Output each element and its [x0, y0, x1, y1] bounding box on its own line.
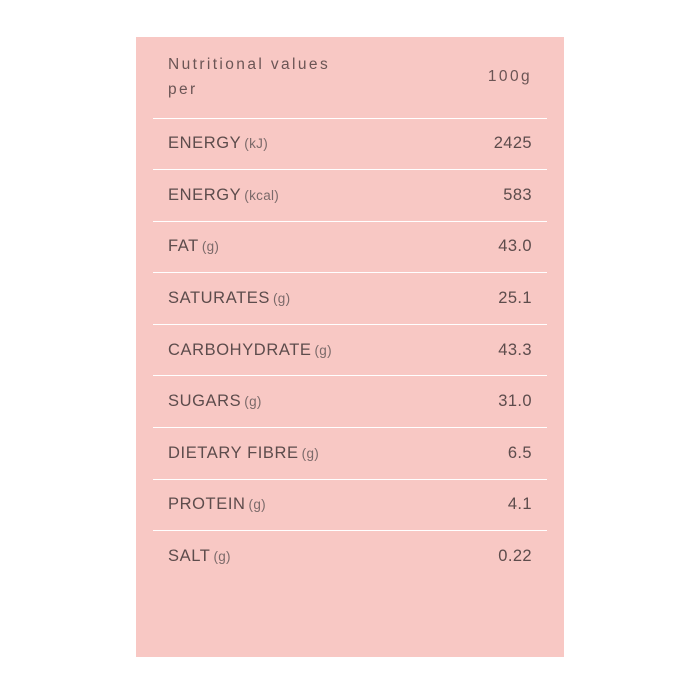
nutrient-unit: (g): [213, 549, 231, 565]
nutrient-unit: (g): [301, 445, 320, 461]
nutrient-value: 0.22: [498, 547, 532, 566]
table-row: [153, 221, 547, 273]
nutrient-unit: (g): [314, 342, 332, 358]
nutrient-name: SALT: [168, 547, 211, 566]
table-row: [153, 479, 547, 531]
nutrient-unit: (g): [244, 394, 262, 410]
nutrient-name: DIETARY FIBRE: [168, 443, 299, 462]
nutrient-name: ENERGY: [168, 134, 242, 153]
nutrient-unit: (kcal): [244, 187, 280, 203]
nutrition-table-header-row: [153, 37, 547, 118]
nutrient-label-cell: [153, 118, 350, 170]
nutrient-value: 43.3: [498, 340, 532, 359]
nutrient-value-cell: [350, 118, 547, 170]
nutrition-panel: [136, 37, 564, 657]
nutrient-value-cell: [350, 428, 547, 480]
header-title: Nutritional values per: [168, 56, 331, 99]
header-value-cell: [350, 37, 547, 118]
nutrient-value: 4.1: [507, 495, 532, 514]
nutrient-value-cell: [350, 170, 547, 222]
nutrient-value-cell: [350, 376, 547, 428]
nutrient-label-cell: [153, 428, 350, 480]
nutrient-label-cell: [153, 531, 350, 583]
table-row: [153, 170, 547, 222]
nutrient-value: 43.0: [498, 237, 532, 256]
nutrient-unit: (g): [201, 239, 220, 255]
nutrient-name: ENERGY: [168, 185, 242, 204]
nutrient-value: 583: [503, 185, 532, 204]
table-row: [153, 324, 547, 376]
nutrient-name: SATURATES: [168, 289, 270, 308]
nutrient-value-cell: [350, 479, 547, 531]
nutrient-name: CARBOHYDRATE: [168, 340, 312, 359]
nutrient-label-cell: [153, 273, 350, 325]
nutrient-unit: (kJ): [244, 136, 268, 152]
table-row: [153, 428, 547, 480]
table-row: [153, 531, 547, 583]
nutrient-label-cell: [153, 376, 350, 428]
nutrient-name: SUGARS: [168, 392, 242, 411]
nutrient-label-cell: [153, 479, 350, 531]
nutrient-value: 2425: [493, 134, 532, 153]
nutrient-value-cell: [350, 221, 547, 273]
table-row: [153, 118, 547, 170]
nutrient-name: FAT: [168, 237, 199, 256]
nutrient-label-cell: [153, 324, 350, 376]
nutrient-name: PROTEIN: [168, 495, 246, 514]
header-title-cell: [153, 37, 350, 118]
nutrient-value-cell: [350, 531, 547, 583]
nutrient-value-cell: [350, 273, 547, 325]
nutrient-label-cell: [153, 221, 350, 273]
nutrient-unit: (g): [272, 291, 291, 307]
table-row: [153, 376, 547, 428]
nutrient-value: 6.5: [507, 443, 532, 462]
nutrient-value-cell: [350, 324, 547, 376]
nutrient-value: 25.1: [498, 289, 532, 308]
nutrient-label-cell: [153, 170, 350, 222]
nutrition-table-body: [153, 37, 547, 582]
nutrient-value: 31.0: [498, 392, 532, 411]
nutrient-unit: (g): [248, 497, 266, 513]
table-row: [153, 273, 547, 325]
nutrition-table: [153, 37, 547, 582]
header-serving-size: 100g: [487, 68, 532, 86]
